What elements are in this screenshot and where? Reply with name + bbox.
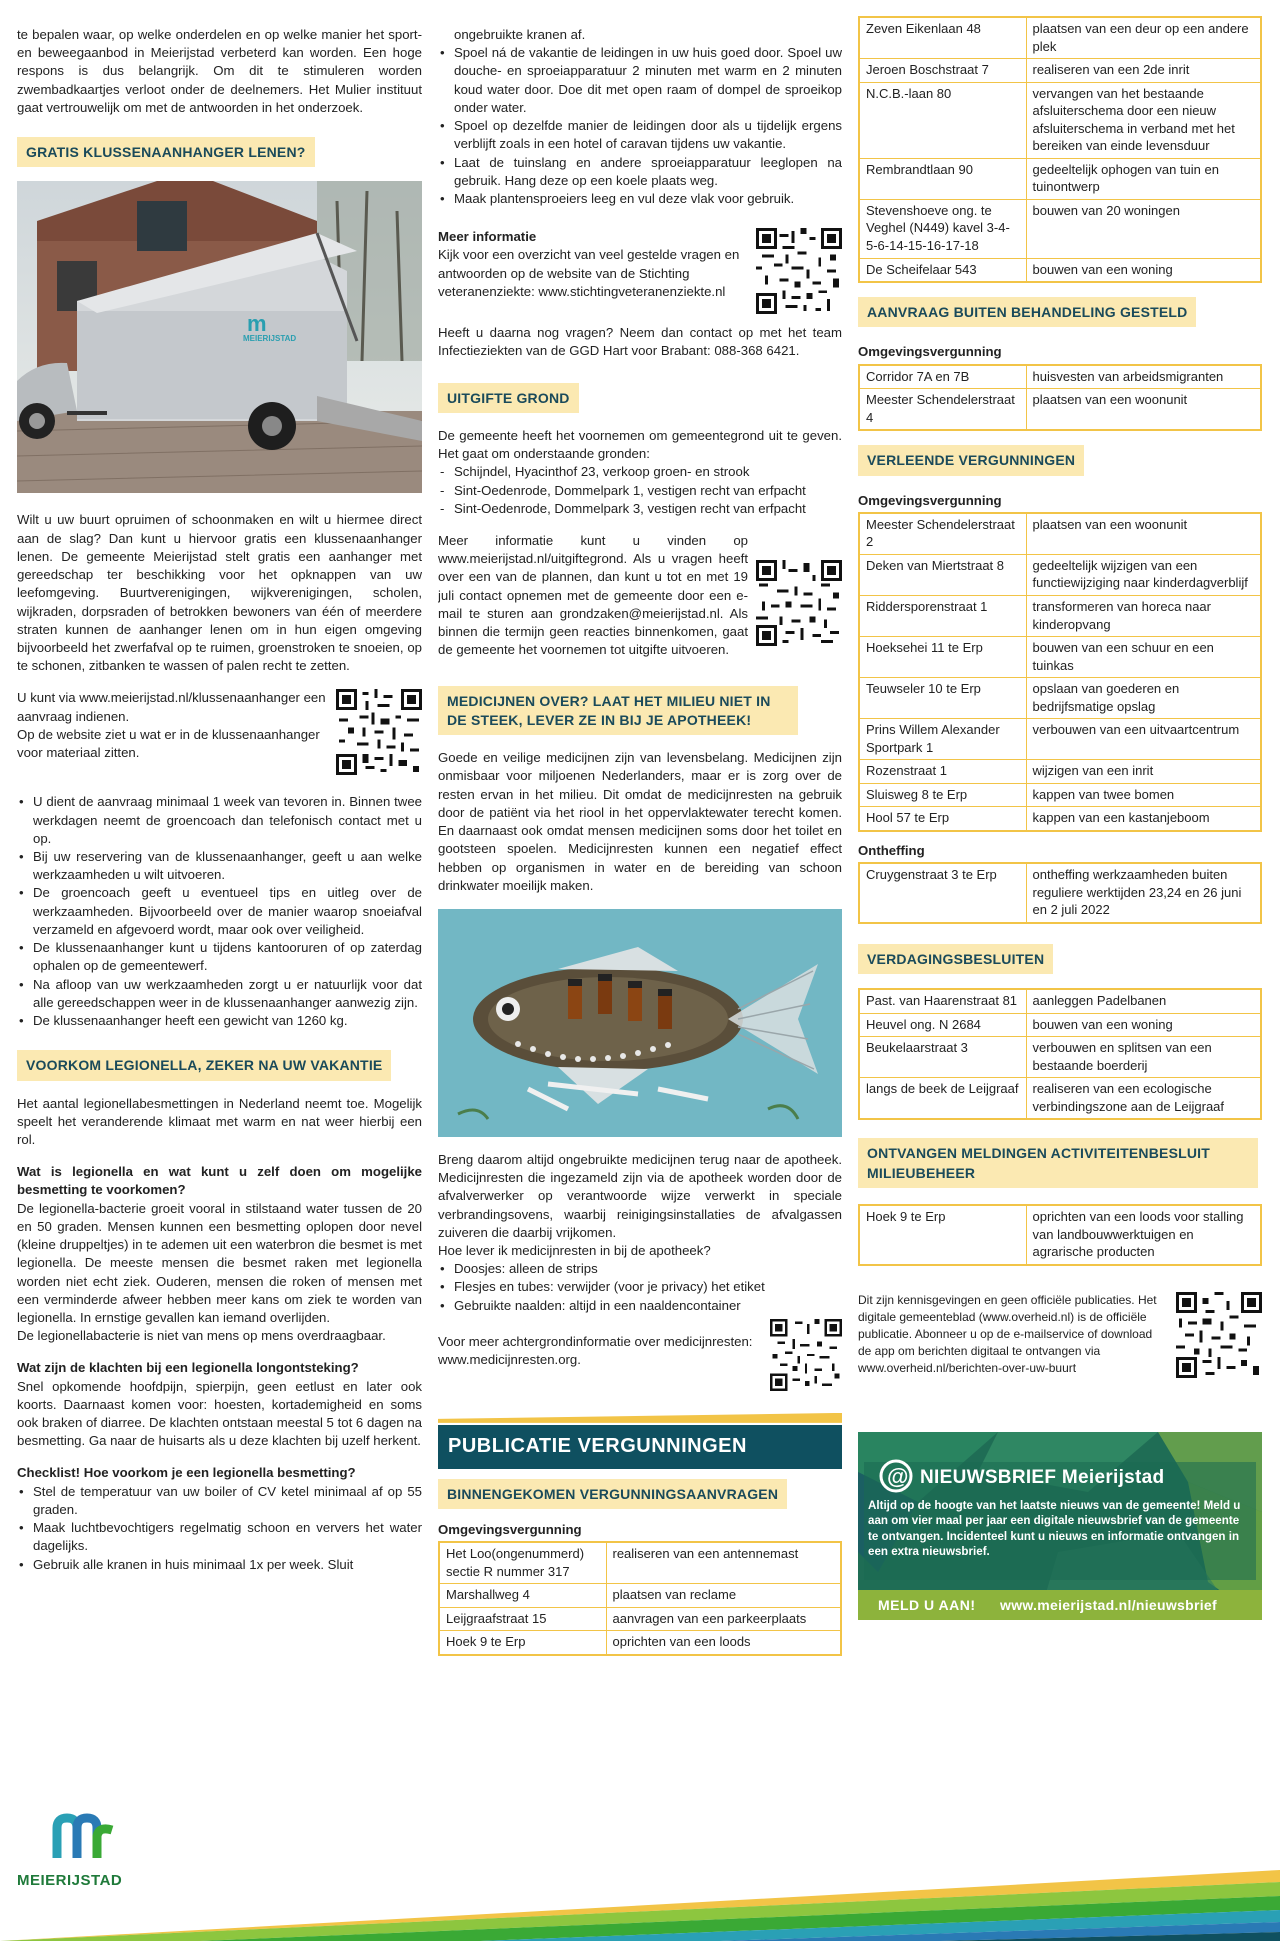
- table-row: [859, 783, 1261, 807]
- table-buiten-behandeling: [858, 364, 1262, 432]
- list-item: • Laat de tuinslang en andere sproeiapparatuur leeglopen na gebruik. Hang deze op een koele plaats weg.: [438, 154, 842, 190]
- table-row: [859, 199, 1261, 258]
- medicijnen-paragraph-4: Voor meer achtergrondinformatie over medicijnresten: www.medicijnresten.org.: [438, 1333, 753, 1368]
- qr-code-uitgiftegrond[interactable]: [756, 560, 842, 646]
- list-item: • Stel de temperatuur van uw boiler of CV ketel minimaal af op 55 graden.: [17, 1483, 422, 1519]
- address-cell: Meester Schendelerstraat 4: [859, 389, 1026, 431]
- list-item: • Na afloop van uw werkzaamheden zorgt u er natuurlijk voor dat alle gereedschappen weer in de klussenaanhanger aanwezig zijn.: [17, 976, 422, 1012]
- address-cell: Hoeksehei 11 te Erp: [859, 637, 1026, 678]
- klussen-list: [17, 793, 422, 1030]
- grond-list: [438, 463, 842, 518]
- address-cell: Zeven Eikenlaan 48: [859, 17, 1026, 59]
- column-middle: [438, 26, 842, 1666]
- list-item: • Gebruik alle kranen in huis minimaal 1x per week. Sluit: [17, 1556, 422, 1574]
- subheading-omgevingsvergunning: Omgevingsvergunning: [858, 344, 1002, 360]
- logo-text: MEIERIJSTAD: [17, 1872, 123, 1890]
- address-cell: Cruygenstraat 3 te Erp: [859, 863, 1026, 923]
- description-cell: plaatsen van een woonunit: [1026, 513, 1261, 555]
- continued-text: ongebruikte kranen af.: [454, 27, 586, 42]
- medicijnen-list: [438, 1260, 842, 1315]
- table-ontheffing: [858, 862, 1262, 924]
- table-row: [859, 1205, 1261, 1265]
- table-row: [859, 760, 1261, 784]
- address-cell: Rembrandtlaan 90: [859, 158, 1026, 199]
- address-cell: Hoek 9 te Erp: [439, 1631, 606, 1655]
- description-cell: verbouwen en splitsen van een bestaande boerderij: [1026, 1037, 1261, 1078]
- column-right: [858, 16, 1262, 1620]
- medicijnen-paragraph-2: Breng daarom altijd ongebruikte medicijnen terug naar de apotheek. Medicijnresten die ingezameld zijn via de apotheek worden door de afvalverwerker op verantwoorde wijze verwerkt in speciale verbrandingsovens, waarbij reinigingsinstallaties de afvalgassen zuiveren die daarbij vrijkomen.: [438, 1151, 842, 1240]
- list-item: - Sint-Oedenrode, Dommelpark 1, vestigen recht van erfpacht: [438, 482, 842, 500]
- list-item: • Flesjes en tubes: verwijder (voor je privacy) het etiket: [438, 1278, 842, 1296]
- publicatie-vergunningen-banner: PUBLICATIE VERGUNNINGEN: [438, 1425, 842, 1469]
- table-row: [859, 1078, 1261, 1120]
- description-cell: wijzigen van een inrit: [1026, 760, 1261, 784]
- address-cell: De Scheifelaar 543: [859, 258, 1026, 282]
- address-cell: Corridor 7A en 7B: [859, 365, 1026, 389]
- heading-verdagingsbesluiten: VERDAGINGSBESLUITEN: [858, 944, 1053, 974]
- meierijstad-logo-icon: [17, 1808, 157, 1864]
- nieuwsbrief-body: Altijd op de hoogte van het laatste nieuws van de gemeente! Meld u aan om vier maal per jaar een digitale nieuwsbrief van de gemeente te ontvangen. Incidenteel kunt u nieuws en informatie ontvangen in een extra nieuwsbrief.: [868, 1498, 1241, 1558]
- address-cell: Prins Willem Alexander Sportpark 1: [859, 719, 1026, 760]
- list-item: - Schijndel, Hyacinthof 23, verkoop groen- en strook: [438, 463, 842, 481]
- subheading-omgevingsvergunning: Omgevingsvergunning: [858, 492, 1002, 508]
- list-item: • Bij uw reservering van de klussenaanhanger, geeft u aan welke werkzaamheden u wilt uitvoeren.: [17, 848, 422, 884]
- address-cell: N.C.B.-laan 80: [859, 82, 1026, 158]
- address-cell: Het Loo(ongenummerd) sectie R nummer 317: [439, 1542, 606, 1584]
- heading-verleende-vergunningen: VERLEENDE VERGUNNINGEN: [858, 445, 1084, 475]
- list-item: • Maak plantensproeiers leeg en vul deze vlak voor gebruik.: [438, 190, 842, 208]
- description-cell: aanleggen Padelbanen: [1026, 989, 1261, 1013]
- address-cell: Sluisweg 8 te Erp: [859, 783, 1026, 807]
- meer-info-paragraph: Kijk voor een overzicht van veel gestelde vragen en antwoorden op de website van de Stichting veteranenziekte: www.stichtingveteranenziekte.nl: [438, 247, 740, 299]
- table-verleende-vergunningen: [858, 512, 1262, 832]
- address-cell: Stevenshoeve ong. te Veghel (N449) kavel 3-4-5-6-14-15-16-17-18: [859, 199, 1026, 258]
- table-row: [859, 258, 1261, 282]
- list-item: • De groencoach geeft u eventueel tips en uitleg over de werkzaamheden. Bijvoorbeeld over de manier waarop snoeiafval verzameld en afgevoerd wordt, maar ook over veiligheid.: [17, 884, 422, 939]
- footer-stripes: [0, 1860, 1280, 1941]
- subheading-ontheffing: Ontheffing: [858, 843, 925, 859]
- legio-continued-list: [438, 44, 842, 208]
- table-row: [859, 389, 1261, 431]
- address-cell: Rozenstraat 1: [859, 760, 1026, 784]
- list-item: • De klussenaanhanger heeft een gewicht van 1260 kg.: [17, 1012, 422, 1030]
- list-item: • Spoel op dezelfde manier de leidingen door als u tijdelijk ergens verblijft zoals in een hotel of caravan tijdens uw vakantie.: [438, 117, 842, 153]
- table-row: [439, 1607, 841, 1631]
- heading-buiten-behandeling: AANVRAAG BUITEN BEHANDELING GESTELD: [858, 297, 1196, 327]
- description-cell: aanvragen van een parkeerplaats: [606, 1607, 841, 1631]
- description-cell: kappen van twee bomen: [1026, 783, 1261, 807]
- klussen-paragraph-2: U kunt via www.meierijstad.nl/klussenaanhanger een aanvraag indienen.: [17, 690, 326, 724]
- description-cell: bouwen van 20 woningen: [1026, 199, 1261, 258]
- meer-info-paragraph-2: Heeft u daarna nog vragen? Neem dan contact op met het team Infectieziekten van de GGD Hart voor Brabant: 088-368 6421.: [438, 325, 842, 359]
- svg-text:@: @: [887, 1463, 909, 1489]
- description-cell: bouwen van een woning: [1026, 258, 1261, 282]
- grond-paragraph-1: De gemeente heeft het voornemen om gemeentegrond uit te geven. Het gaat om onderstaande gronden:: [438, 427, 842, 462]
- description-cell: plaatsen van reclame: [606, 1584, 841, 1608]
- nieuwsbrief-banner[interactable]: [858, 1432, 1262, 1620]
- list-item: • Gebruikte naalden: altijd in een naaldencontainer: [438, 1297, 842, 1315]
- heading-binnengekomen: BINNENGEKOMEN VERGUNNINGSAANVRAGEN: [438, 1479, 787, 1509]
- description-cell: transformeren van horeca naar kinderopvang: [1026, 596, 1261, 637]
- table-row: [859, 59, 1261, 83]
- address-cell: Beukelaarstraat 3: [859, 1037, 1026, 1078]
- description-cell: plaatsen van een woonunit: [1026, 389, 1261, 431]
- legio-paragraph-1: Het aantal legionellabesmettingen in Nederland neemt toe. Mogelijk speelt het veranderende klimaat met warm en nat weer hierbij een rol.: [17, 1095, 422, 1147]
- heading-uitgifte-grond: UITGIFTE GROND: [438, 383, 579, 413]
- subheading-omgevingsvergunning: Omgevingsvergunning: [438, 1521, 582, 1537]
- list-item: • Maak luchtbevochtigers regelmatig schoon en ververs het water dagelijks.: [17, 1519, 422, 1555]
- description-cell: kappen van een kastanjeboom: [1026, 807, 1261, 831]
- medicijnen-paragraph-1: Goede en veilige medicijnen zijn van levensbelang. Medicijnen zijn onmisbaar voor miljoenen Nederlanders, maar er is zorg over de resten ervan in het milieu. Dit omdat de medicijnresten na gebruik door de patiënt via het riool in het oppervlaktewater terecht komen. En daarnaast ook omdat mensen medicijnen soms door het toilet en gootsteen spoelen. Medicijnresten kunnen een negatief effect hebben op organismen in water en de bereiding van schoon drinkwater moeilijk maken.: [438, 750, 842, 893]
- table-meldingen: [858, 1204, 1262, 1266]
- list-item: - Sint-Oedenrode, Dommelpark 3, vestigen recht van erfpacht: [438, 500, 842, 518]
- description-cell: realiseren van een ecologische verbindingszone aan de Leijgraaf: [1026, 1078, 1261, 1120]
- legio-list: [17, 1483, 422, 1574]
- table-row: [859, 1013, 1261, 1037]
- description-cell: bouwen van een schuur en een tuinkas: [1026, 637, 1261, 678]
- svg-text:m: m: [247, 311, 267, 337]
- table-row: [439, 1542, 841, 1584]
- nieuwsbrief-url[interactable]: www.meierijstad.nl/nieuwsbrief: [1000, 1596, 1217, 1613]
- table-row: [859, 513, 1261, 555]
- nieuwsbrief-title: NIEUWSBRIEF Meierijstad: [920, 1466, 1165, 1488]
- table-binnengekomen-vervolg: [858, 16, 1262, 283]
- description-cell: oprichten van een loods: [606, 1631, 841, 1655]
- description-cell: realiseren van een 2de inrit: [1026, 59, 1261, 83]
- table-row: [859, 554, 1261, 595]
- description-cell: verbouwen van een uitvaartcentrum: [1026, 719, 1261, 760]
- table-row: [859, 596, 1261, 637]
- trailer-photo: [17, 181, 422, 493]
- table-row: [859, 17, 1261, 59]
- description-cell: huisvesten van arbeidsmigranten: [1026, 365, 1261, 389]
- table-row: [859, 158, 1261, 199]
- address-cell: Teuwseler 10 te Erp: [859, 678, 1026, 719]
- description-cell: gedeeltelijk wijzigen van een functiewijziging naar kinderdagverblijf: [1026, 554, 1261, 595]
- table-row: [859, 863, 1261, 923]
- list-item: • Spoel ná de vakantie de leidingen in uw huis goed door. Spoel uw douche- en sproeiapparatuur 2 minuten met warm en 2 minuten koud water door. Doe dit met open raam of dompel de sproeikop onder water.: [438, 44, 842, 117]
- qr-code-klussenaanhanger[interactable]: [336, 689, 422, 775]
- list-item: • U dient de aanvraag minimaal 1 week van tevoren in. Binnen twee werkdagen neemt de groencoach dan telefonisch contact met u op.: [17, 793, 422, 848]
- description-cell: oprichten van een loods voor stalling van landbouwwerktuigen en agrarische producten: [1026, 1205, 1261, 1265]
- table-binnengekomen: [438, 1541, 842, 1656]
- address-cell: Heuvel ong. N 2684: [859, 1013, 1026, 1037]
- legio-paragraph-2: De legionella-bacterie groeit vooral in stilstaand water tussen de 20 en 50 graden. Mensen kunnen een besmetting oplopen door nevel (kleine druppeltjes) in te ademen uit een waterbron die besmet is met legionella. De meeste mensen die besmet raken met legionella worden niet echt ziek. Ouderen, mensen die roken of mensen met een verminderde afweer hebben meer kans om ziek te worden van legionella. In ernstige gevallen kan iemand overlijden.: [17, 1200, 422, 1325]
- table-row: [859, 637, 1261, 678]
- heading-meldingen-activiteitenbesluit: ONTVANGEN MELDINGEN ACTIVITEITENBESLUIT MILIEUBEHEER: [858, 1138, 1258, 1188]
- table-row: [859, 82, 1261, 158]
- intro-paragraph: te bepalen waar, op welke onderdelen en op welke manier het sport- en beweegaanbod in Meierijstad verbeterd kan worden. Een hoge respons is dus belangrijk. Om dit te stimuleren worden zwembadkaartjes verloot onder de deelnemers. Het Mulier instituut gaat vertrouwelijk om met de antwoorden in het onderzoek.: [17, 27, 422, 115]
- heading-medicijnen: MEDICIJNEN OVER? LAAT HET MILIEU NIET IN DE STEEK, LEVER ZE IN BIJ JE APOTHEEK!: [438, 686, 798, 736]
- heading-klussenaanhanger: GRATIS KLUSSENAANHANGER LENEN?: [17, 137, 315, 167]
- address-cell: Jeroen Boschstraat 7: [859, 59, 1026, 83]
- trailer-brand-text: MEIERIJSTAD: [243, 334, 297, 344]
- address-cell: Hoek 9 te Erp: [859, 1205, 1026, 1265]
- column-left: [17, 26, 422, 1574]
- legio-paragraph-4: Snel opkomende hoofdpijn, spierpijn, geen eetlust en later ook koorts. Daarnaast komen voor: hoesten, kortademigheid en soms ook braken of diarree. De klachten ontstaan meestal 5 tot 6 dagen na besmetting. Ga naar de huisarts als u deze klachten bij uzelf herkent.: [17, 1378, 422, 1449]
- qr-code-overheid[interactable]: [1176, 1292, 1262, 1378]
- description-cell: realiseren van een antennemast: [606, 1542, 841, 1584]
- description-cell: bouwen van een woning: [1026, 1013, 1261, 1037]
- table-row: [859, 678, 1261, 719]
- table-row: [859, 989, 1261, 1013]
- legio-question-1: Wat is legionella en wat kunt u zelf doen om mogelijke besmetting te voorkomen?: [17, 1164, 422, 1198]
- qr-code-veteranenziekte[interactable]: [756, 228, 842, 314]
- list-item: • Doosjes: alleen de strips: [438, 1260, 842, 1278]
- table-row: [859, 719, 1261, 760]
- description-cell: plaatsen van een deur op een andere plek: [1026, 17, 1261, 59]
- legio-question-2: Wat zijn de klachten bij een legionella longontsteking?: [17, 1360, 359, 1376]
- address-cell: Leijgraafstraat 15: [439, 1607, 606, 1631]
- address-cell: langs de beek de Leijgraaf: [859, 1078, 1026, 1120]
- address-cell: Meester Schendelerstraat 2: [859, 513, 1026, 555]
- table-verdagingsbesluiten: [858, 988, 1262, 1120]
- grond-paragraph-2: Meer informatie kunt u vinden op www.meierijstad.nl/uitgiftegrond. Als u vragen heeft over een van de plannen, dan kunt u tot en met 19 juli contact opnemen met de gemeente door een e-mail te sturen aan grondzaken@meierijstad.nl. Als binnen die termijn geen reacties binnenkomen, gaat de gemeente het voornemen tot uitgifte uitvoeren.: [438, 533, 748, 658]
- description-cell: gedeeltelijk ophogen van tuin en tuinontwerp: [1026, 158, 1261, 199]
- table-row: [859, 807, 1261, 831]
- table-row: [859, 1037, 1261, 1078]
- address-cell: Hool 57 te Erp: [859, 807, 1026, 831]
- disclaimer-text: Dit zijn kennisgevingen en geen officiële publicaties. Het digitale gemeenteblad (www.overheid.nl) is de officiële publicatie. Abonneer u op de e-mailservice of download de app om berichten digitaal te ontvangen via www.overheid.nl/berichten-over-uw-buurt: [858, 1292, 1157, 1375]
- legio-paragraph-3: De legionellabacterie is niet van mens op mens overdraagbaar.: [17, 1328, 386, 1344]
- address-cell: Deken van Miertstraat 8: [859, 554, 1026, 595]
- table-row: [859, 365, 1261, 389]
- table-row: [439, 1631, 841, 1655]
- address-cell: Past. van Haarenstraat 81: [859, 989, 1026, 1013]
- address-cell: Marshallweg 4: [439, 1584, 606, 1608]
- nieuwsbrief-cta[interactable]: MELD U AAN!: [878, 1596, 976, 1613]
- qr-code-medicijnresten[interactable]: [770, 1319, 842, 1391]
- description-cell: ontheffing werkzaamheden buiten reguliere werktijden 23,24 en 26 juni en 2 juli 2022: [1026, 863, 1261, 923]
- legio-question-3: Checklist! Hoe voorkom je een legionella besmetting?: [17, 1465, 356, 1481]
- meer-info-heading: Meer informatie: [438, 229, 537, 245]
- list-item: • De klussenaanhanger kunt u tijdens kantooruren of op zaterdag ophalen op de gemeentewerf.: [17, 939, 422, 975]
- klussen-paragraph-3: Op de website ziet u wat er in de klussenaanhanger voor materiaal zitten.: [17, 726, 320, 761]
- table-row: [439, 1584, 841, 1608]
- klussen-paragraph-1: Wilt u uw buurt opruimen of schoonmaken en wilt u hiermee direct aan de slag? Dan kunt u hiervoor gratis een klussenaanhanger lenen. De gemeente Meierijstad stelt gratis een aanhanger met gereedschap ter beschikking voor het opknappen van uw leefomgeving. Buurtverenigingen, wijkverenigingen, scholen, wijkraden, dorpsraden of betrokken bewoners van één of meerdere straten kunnen de aanhanger lenen om in hun eigen omgeving bijvoorbeeld het zwerfafval op te ruimen, groenstroken te snoeien, op te schonen, zitbanken te wassen of palen recht te zetten.: [17, 512, 422, 674]
- heading-legionella: VOORKOM LEGIONELLA, ZEKER NA UW VAKANTIE: [17, 1050, 391, 1080]
- address-cell: Riddersporenstraat 1: [859, 596, 1026, 637]
- fish-image: [438, 909, 842, 1137]
- description-cell: vervangen van het bestaande afsluiterschema door een nieuw afsluiterschema in verband met het bereiken van einde levensduur: [1026, 82, 1261, 158]
- description-cell: opslaan van goederen en bedrijfsmatige opslag: [1026, 678, 1261, 719]
- medicijnen-paragraph-3: Hoe lever ik medicijnresten in bij de apotheek?: [438, 1243, 711, 1259]
